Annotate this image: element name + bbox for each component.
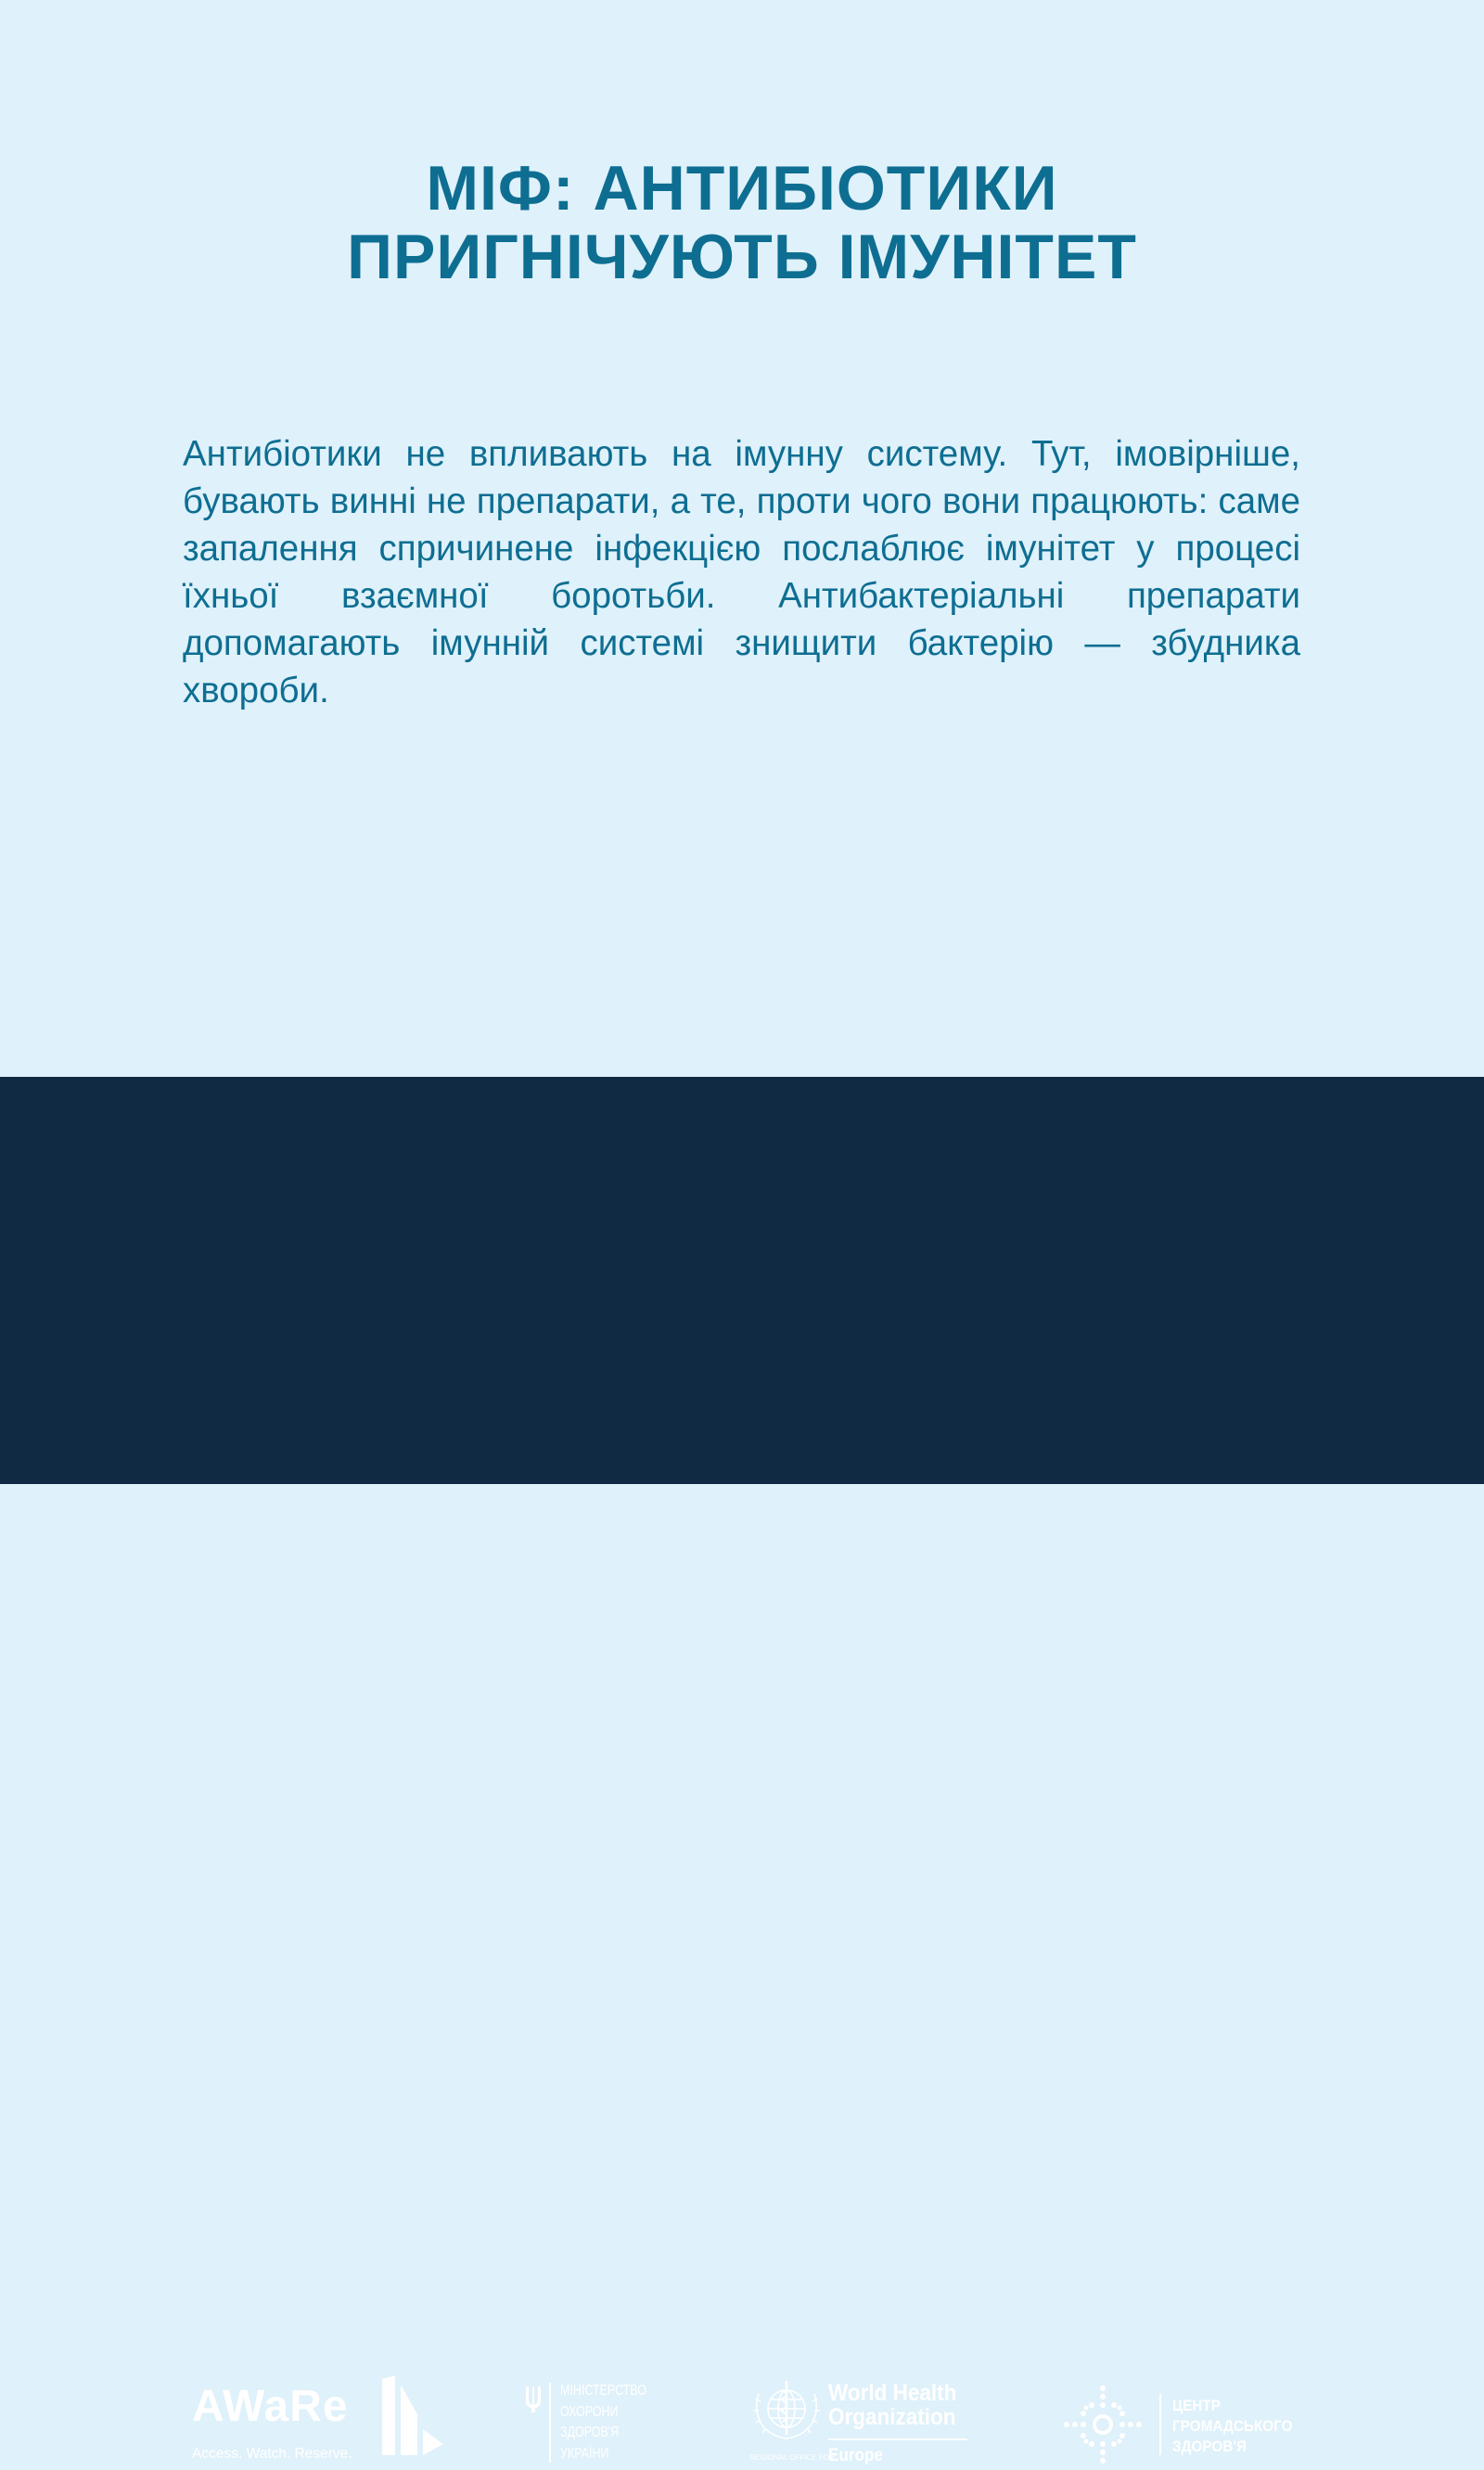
ministry-line-2: ОХОРОНИ [560,2403,619,2420]
title-line-1: МІФ: АНТИБІОТИКИ [426,153,1058,224]
aware-logo [192,2381,452,2470]
page-title [0,154,1484,291]
who-region-prefix: REGIONAL OFFICE FOR [749,2453,835,2462]
content-area [0,0,1484,1077]
ministry-line-1: МІНІСТЕРСТВО [560,2383,646,2399]
center-line-1: ЦЕНТР [1172,2397,1221,2414]
who-europe-logo [749,2377,972,2470]
ministry-name [560,2381,646,2464]
who-emblem-icon [749,2377,824,2444]
aware-bars-icon [382,2375,449,2459]
ministry-line-3: ЗДОРОВ'Я [560,2425,620,2440]
center-name [1172,2396,1293,2457]
partner-logos-footer [0,1077,1484,2465]
center-line-3: ЗДОРОВ'Я [1172,2438,1247,2455]
ministry-of-health-logo [524,2383,663,2466]
center-line-2: ГРОМАДСЬКОГО [1172,2417,1293,2435]
body-paragraph: Антибіотики не впливають на імунну систему. Тут, імовірніше, бувають винні не препарати, а те, проти чого вони працюють: саме запалення спричинене інфекцією послаблює імунітет у процесі їхньої взаємної боротьби. Антибактеріальні препарати допомагають імунній системі знищити бактерію — збудника хвороби. [183,434,1300,710]
aware-logo-name: AWaRe [192,2382,349,2431]
public-health-center-logo [1061,2383,1302,2466]
ministry-line-4: УКРАЇНИ [560,2445,609,2462]
title-line-2: ПРИГНІЧУЮТЬ ІМУНІТЕТ [347,222,1137,292]
who-divider [828,2438,967,2440]
who-name-line-2: Organization [828,2404,956,2430]
dots-emblem-icon [1061,2383,1145,2466]
who-name [828,2381,956,2429]
ministry-divider [549,2383,551,2463]
trident-icon [524,2385,543,2412]
aware-logo-tagline: Access. Watch. Reserve. [192,2446,352,2462]
who-region: Europe [828,2446,883,2465]
who-name-line-1: World Health [828,2380,957,2406]
center-divider [1159,2394,1161,2455]
